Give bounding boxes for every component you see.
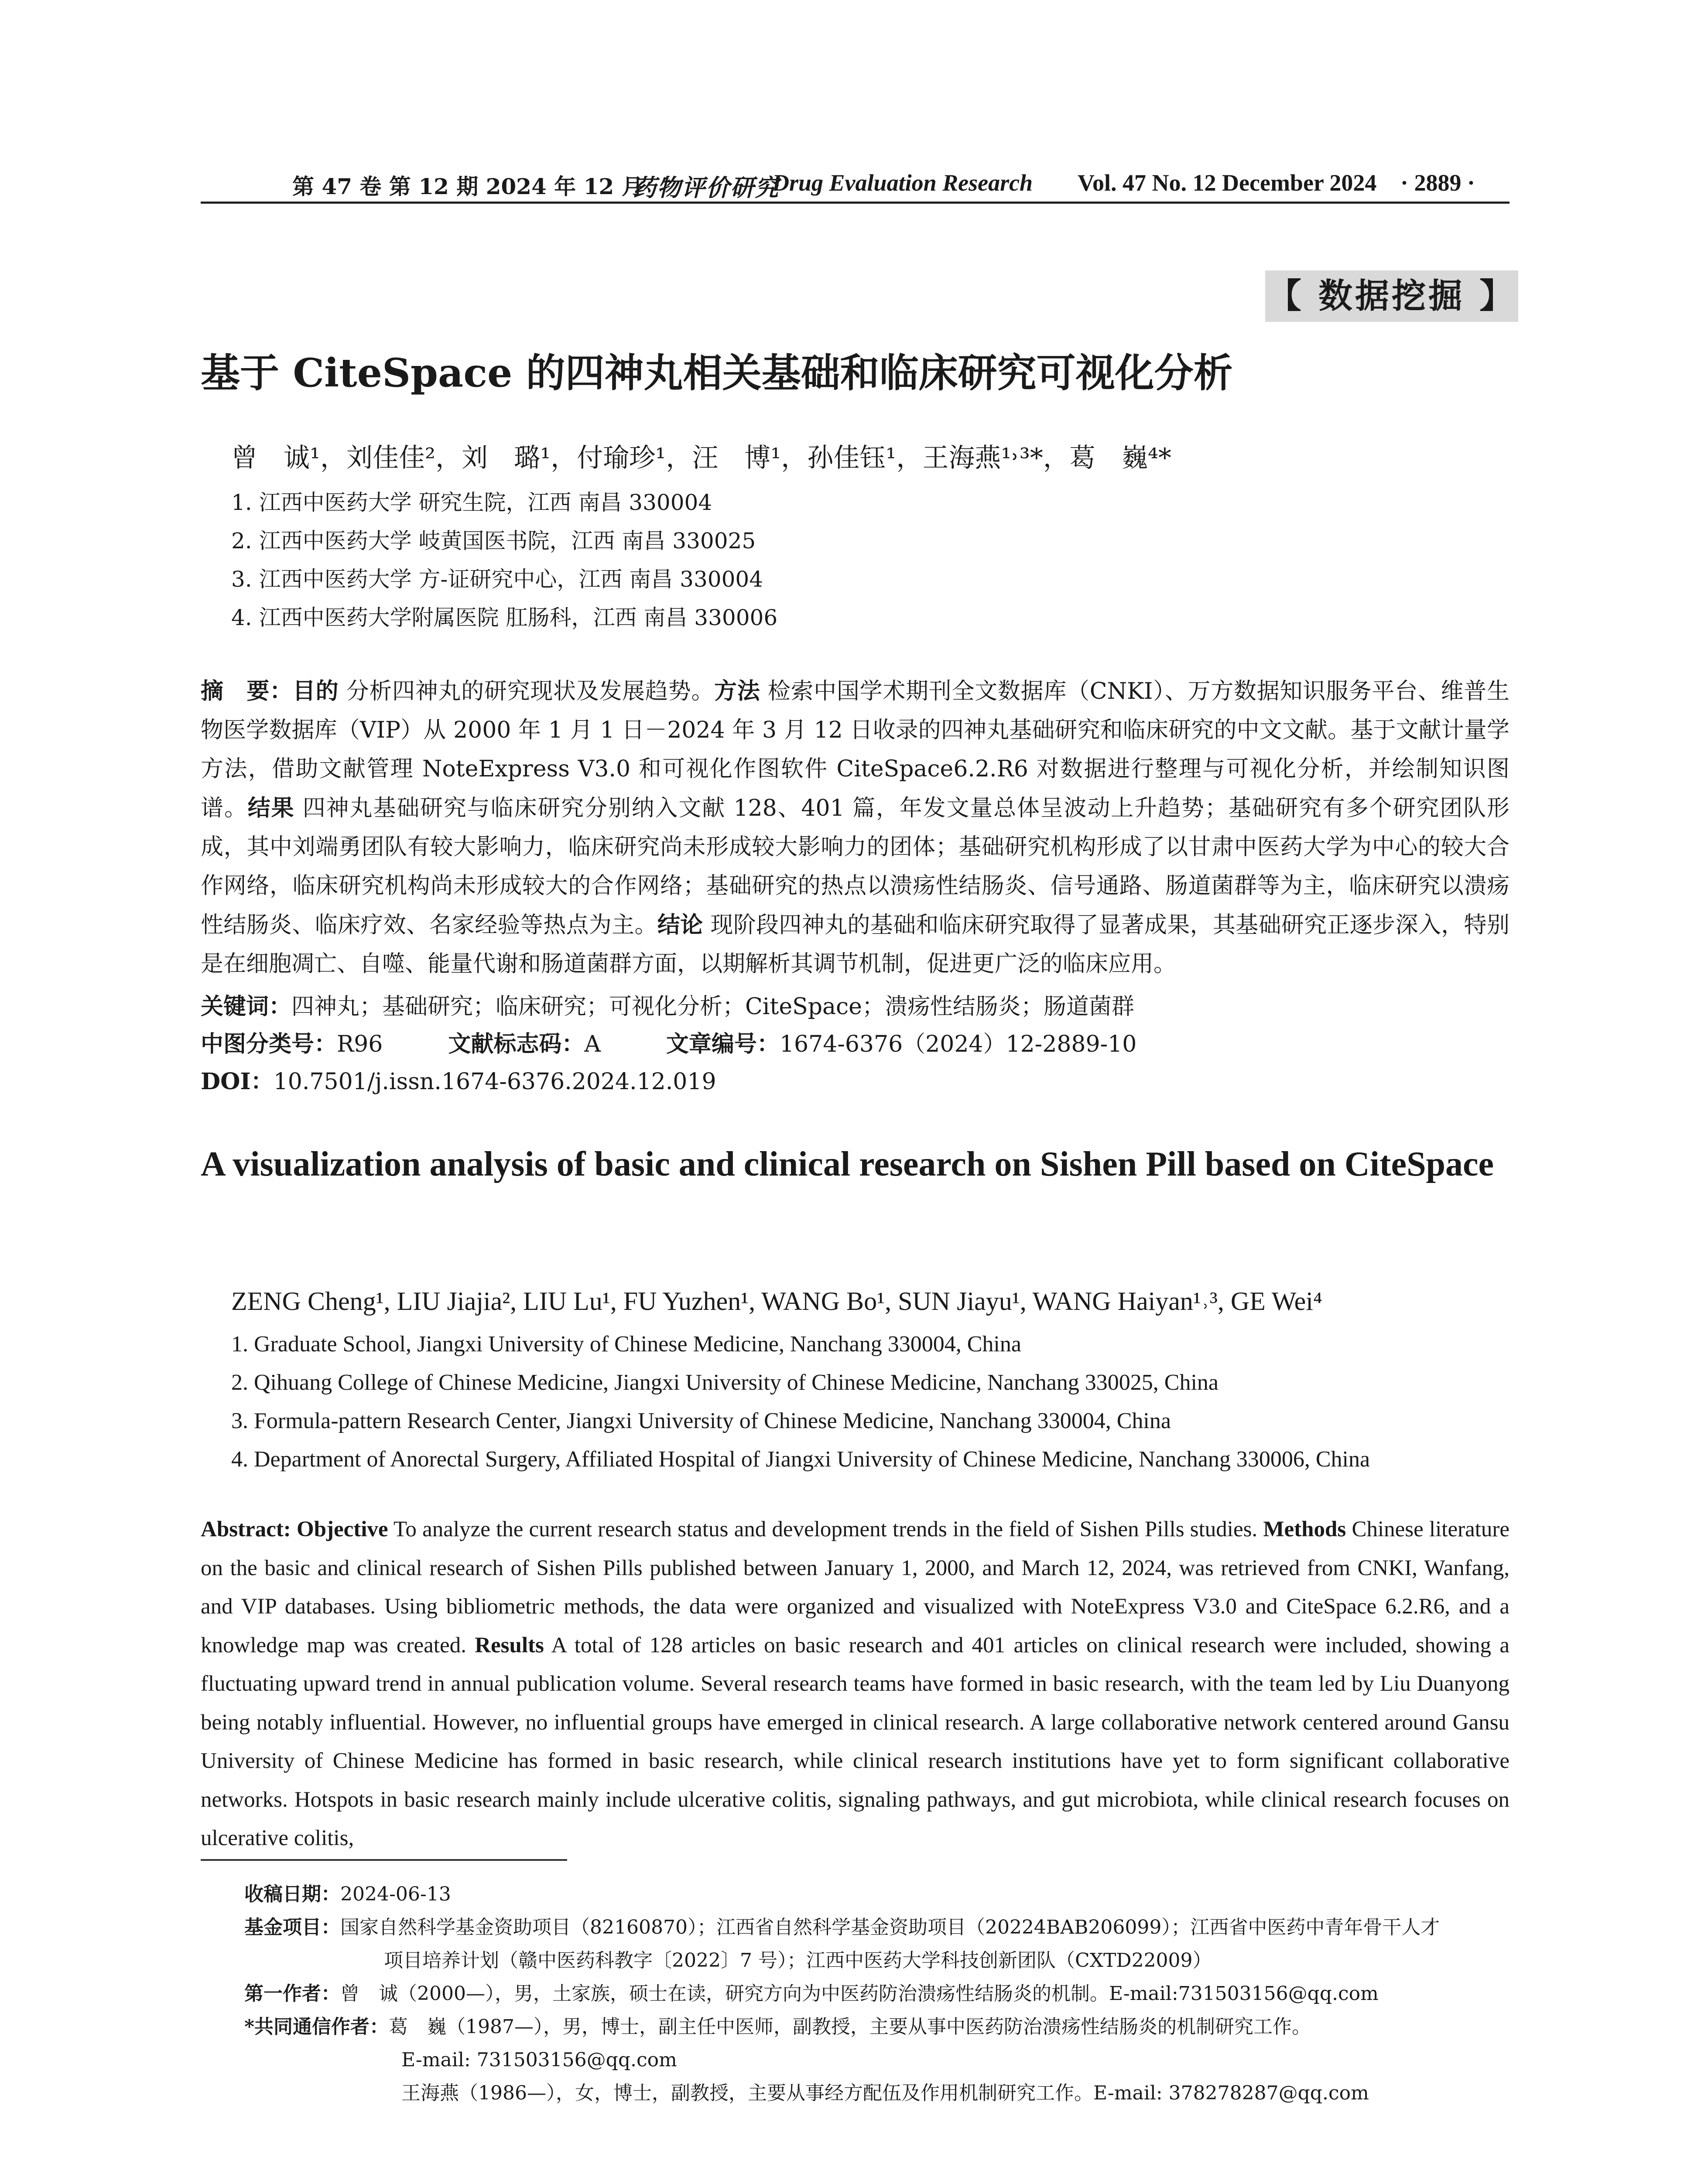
keywords-cn-label: 关键词： bbox=[201, 993, 292, 1020]
affiliation-cn: 4. 江西中医药大学附属医院 肛肠科，江西 南昌 330006 bbox=[231, 605, 778, 630]
corresponding-text: 葛 巍（1987—），男，博士，副主任中医师，副教授，主要从事中医药防治溃疡性结肠炎的机制研究工作。 bbox=[389, 2016, 1311, 2038]
results-en-label: Results bbox=[475, 1633, 544, 1658]
doc-code-label: 文献标志码： bbox=[448, 1031, 585, 1057]
doi-value[interactable]: 10.7501/j.issn.1674-6376.2024.12.019 bbox=[273, 1069, 716, 1095]
header-page-number: · 2889 · bbox=[1400, 170, 1475, 196]
fund-line-1 bbox=[244, 1911, 1509, 1944]
header-issue-cn: 第 47 卷 第 12 期 2024 年 12 月 bbox=[292, 174, 643, 199]
title-en: A visualization analysis of basic and clinical research on Sishen Pill based on CiteSpace bbox=[201, 1145, 1494, 1183]
authors-cn: 曾 诚¹，刘佳佳²，刘 璐¹，付瑜珍¹，汪 博¹，孙佳钰¹，王海燕¹˒³*，葛 巍⁴* bbox=[231, 443, 1171, 473]
affiliation-en: 3. Formula-pattern Research Center, Jiangxi University of Chinese Medicine, Nanchang 330004, China bbox=[231, 1408, 1171, 1433]
column-tag: 【 数据挖掘 】 bbox=[1265, 270, 1518, 322]
results-en-text: A total of 128 articles on basic research and 401 articles on clinical research were included, showing a fluctuating upward trend in annual publication volume. Several research teams have formed in basic research, with the team led by Liu Duanyong being notably influential. However, no influential groups have emerged in clinical research. A large collaborative network centered around Gansu University of Chinese Medicine has formed in basic research, while clinical research institutions have yet to form significant collaborative networks. Hotspots in basic research mainly include ulcerative colitis, signaling pathways, and gut microbiota, while clinical research focuses on ulcerative colitis, bbox=[201, 1633, 1509, 1850]
conclusion-cn-text: 现阶段四神丸的基础和临床研究取得了显著成果，其基础研究正逐步深入，特别是在细胞凋亡、自噬、能量代谢和肠道菌群方面，以期解析其调节机制，促进更广泛的临床应用。 bbox=[201, 912, 1509, 977]
abstract-cn bbox=[201, 672, 1509, 984]
corresponding-email: E-mail: 731503156@qq.com bbox=[401, 2049, 677, 2071]
abstract-cn-label: 摘 要： bbox=[201, 678, 293, 704]
classification-cn bbox=[201, 1026, 1509, 1063]
methods-cn-label: 方法 bbox=[714, 678, 760, 704]
first-author-label: 第一作者： bbox=[244, 1983, 340, 2005]
first-author-note bbox=[244, 1977, 1509, 2010]
corresponding-label: *共同通信作者： bbox=[244, 2016, 389, 2038]
affiliation-en: 4. Department of Anorectal Surgery, Affiliated Hospital of Jiangxi University of Chinese Medicine, Nanchang 330006, China bbox=[231, 1447, 1370, 1472]
keywords-cn bbox=[201, 988, 1509, 1026]
clc-value: R96 bbox=[337, 1031, 383, 1057]
methods-en-label: Methods bbox=[1263, 1517, 1346, 1542]
objective-cn-text: 分析四神丸的研究现状及发展趋势。 bbox=[346, 678, 715, 704]
clc-label: 中图分类号： bbox=[201, 1031, 337, 1057]
affiliation-en: 2. Qihuang College of Chinese Medicine, Jiangxi University of Chinese Medicine, Nanchang 330025, China bbox=[231, 1370, 1219, 1395]
objective-cn-label: 目的 bbox=[292, 678, 339, 704]
affiliation-cn: 2. 江西中医药大学 岐黄国医书院，江西 南昌 330025 bbox=[231, 528, 756, 554]
abstract-en-label: Abstract: bbox=[201, 1517, 291, 1542]
header-journal-en: Drug Evaluation Research bbox=[772, 170, 1033, 196]
running-header bbox=[201, 166, 1509, 205]
corresponding-author-2: 王海燕（1986—），女，博士，副教授，主要从事经方配伍及作用机制研究工作。E-mail: 378278287@qq.com bbox=[401, 2082, 1369, 2104]
header-divider bbox=[201, 202, 1509, 204]
received-label: 收稿日期： bbox=[244, 1883, 340, 1905]
received-date bbox=[244, 1878, 1509, 1911]
header-volume-en: Vol. 47 No. 12 December 2024 bbox=[1078, 170, 1377, 196]
doc-code-value: A bbox=[584, 1031, 601, 1057]
corresponding-author-note bbox=[244, 2010, 1509, 2044]
fund-line-2: 项目培养计划（赣中医药科教字〔2022〕7 号）；江西中医药大学科技创新团队（CXTD22009） bbox=[384, 1949, 1212, 1972]
results-cn-text: 四神丸基础研究与临床研究分别纳入文献 128、401 篇，年发文量总体呈波动上升趋势；基础研究有多个研究团队形成，其中刘端勇团队有较大影响力，临床研究尚未形成较大影响力的团体；基础研究机构形成了以甘肃中医药大学为中心的较大合作网络，临床研究机构尚未形成较大的合作网络；基础研究的热点以溃疡性结肠炎、信号通路、肠道菌群等为主，临床研究以溃疡性结肠炎、临床疗效、名家经验等热点为主。 bbox=[201, 795, 1509, 938]
footnotes bbox=[244, 1878, 1509, 2110]
first-author-text: 曾 诚（2000—），男，土家族，硕士在读，研究方向为中医药防治溃疡性结肠炎的机制。E-mail:731503156@qq.com bbox=[340, 1983, 1379, 2005]
doi-label: DOI： bbox=[201, 1068, 274, 1095]
affiliation-cn: 1. 江西中医药大学 研究生院，江西 南昌 330004 bbox=[231, 490, 712, 515]
abstract-en bbox=[201, 1510, 1509, 1858]
affiliation-en: 1. Graduate School, Jiangxi University of Chinese Medicine, Nanchang 330004, China bbox=[231, 1332, 1021, 1357]
fund-label: 基金项目： bbox=[244, 1916, 340, 1938]
affiliation-cn: 3. 江西中医药大学 方-证研究中心，江西 南昌 330004 bbox=[231, 567, 763, 592]
doi bbox=[201, 1063, 1509, 1101]
objective-en-text: To analyze the current research status and development trends in the field of Sishen Pills studies. bbox=[393, 1517, 1258, 1542]
objective-en-label: Objective bbox=[296, 1517, 388, 1542]
article-number-label: 文章编号： bbox=[666, 1031, 780, 1057]
methods-cn-text: 检索中国学术期刊全文数据库（CNKI）、万方数据知识服务平台、维普生物医学数据库（VIP）从 2000 年 1 月 1 日－2024 年 3 月 12 日收录的四神丸基础研究和临床研究的中文文献。基于文献计量学方法，借助文献管理 NoteExpress V3.0 和可视化作图软件 CiteSpace6.2.R6 对数据进行整理与可视化分析，并绘制知识图谱。 bbox=[201, 678, 1509, 821]
received-value: 2024-06-13 bbox=[340, 1883, 451, 1905]
footnote-divider bbox=[201, 1859, 567, 1861]
article-number-value: 1674-6376（2024）12-2889-10 bbox=[779, 1031, 1137, 1057]
journal-logo: 药物评价研究 bbox=[633, 174, 779, 202]
conclusion-cn-label: 结论 bbox=[657, 912, 703, 938]
authors-en: ZENG Cheng¹, LIU Jiajia², LIU Lu¹, FU Yuzhen¹, WANG Bo¹, SUN Jiayu¹, WANG Haiyan¹˒³, GE Wei⁴ bbox=[231, 1287, 1322, 1316]
keywords-cn-value: 四神丸；基础研究；临床研究；可视化分析；CiteSpace；溃疡性结肠炎；肠道菌群 bbox=[291, 994, 1134, 1020]
methods-en-text: Chinese literature on the basic and clinical research of Sishen Pills published between January 1, 2000, and March 12, 2024, was retrieved from CNKI, Wanfang, and VIP databases. Using bibliometric methods, the data were organized and visualized with NoteExpress V3.0 and CiteSpace 6.2.R6, and a knowledge map was created. bbox=[201, 1517, 1509, 1658]
results-cn-label: 结果 bbox=[247, 795, 295, 821]
title-cn: 基于 CiteSpace 的四神丸相关基础和临床研究可视化分析 bbox=[201, 350, 1233, 396]
fund-text: 国家自然科学基金资助项目（82160870）；江西省自然科学基金资助项目（20224BAB206099）；江西省中医药中青年骨干人才 bbox=[340, 1916, 1440, 1938]
